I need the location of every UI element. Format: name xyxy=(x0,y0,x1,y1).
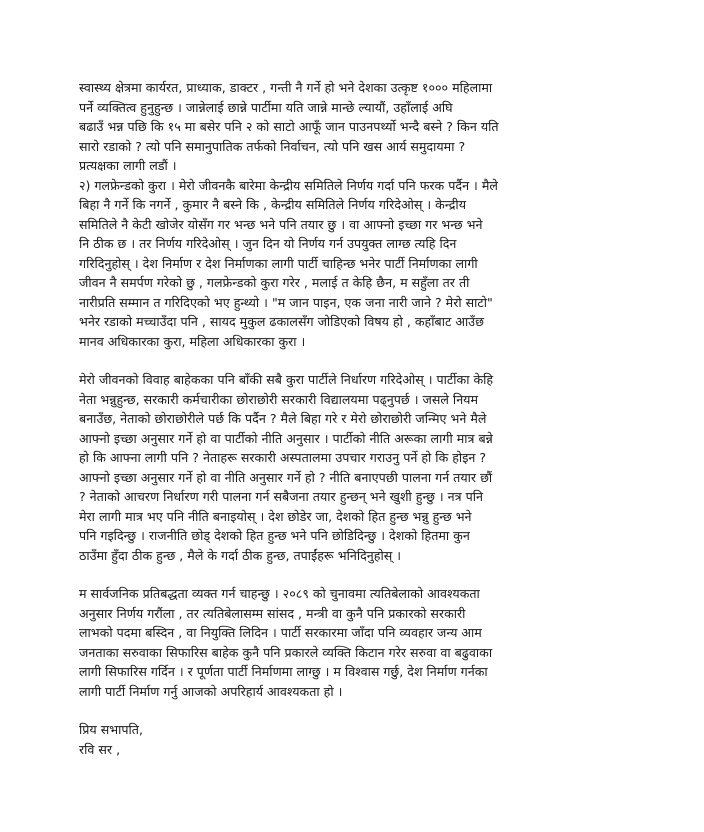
paragraph-3 xyxy=(79,584,639,701)
paragraph-gap xyxy=(79,701,639,720)
text-line: मेरा लागी मात्र भए पनि नीति बनाइयोस् । देश छोडेर जा, देशको हित हुन्छ भन्नु हुन्छ भने xyxy=(79,508,472,524)
text-line: रवि सर , xyxy=(79,741,121,757)
text-line: मेरो जीवनको विवाह बाहेकका पनि बाँकी सबै कुरा पार्टीले निर्धारण गरिदेओस् । पार्टीका केहि xyxy=(79,372,494,387)
text-line: ठाउँमा हुँदा ठीक हुन्छ , मैले के गर्दा ठीक हुन्छ, तपाईंहरू भनिदिनुहोस् । xyxy=(79,547,401,563)
document-page xyxy=(79,78,639,759)
text-line: लाभको पदमा बस्दिन , वा नियुक्ति लिदिन । पार्टी सरकारमा जाँदा पनि व्यवहार जन्य आम xyxy=(79,625,482,640)
text-line: हो कि आफ्ना लागी पनि ? नेताहरू सरकारी अस्पतालमा उपचार गराउनु पर्ने हो कि होइन ? xyxy=(79,450,487,465)
text-line: सारो रडाको ? त्यो पनि समानुपातिक तर्फको निर्वाचन, त्यो पनि खस आर्य समुदायमा ? xyxy=(79,138,466,154)
text-line: नेता भन्नुहुन्छ, सरकारी कर्मचारीका छोराछोरी सरकारी विद्यालयमा पढ्नुपर्छ । जसले नियम xyxy=(79,391,479,407)
text-line: बढाउँ भन्न पछि कि १५ मा बसेर पनि २ को साटो आफूँ जान पाउनपर्थ्यो भन्दै बस्ने ? किन यति xyxy=(79,119,499,134)
text-line: अनुसार निर्णय गरौंला , तर त्यतिबेलासम्म सांसद , मन्त्री वा कुनै पनि प्रकारको सरकारी xyxy=(79,605,466,621)
text-line: २) गलफ्रेन्डको कुरा । मेरो जीवनकै बारेमा केन्द्रीय समितिले निर्णय गर्दा पनि फरक पर्दैन । मैले xyxy=(79,177,498,193)
text-line: ? नेताको आचरण निर्धारण गरी पालना गर्न सबैजना तयार हुन्छन् भने खुशी हुन्छु । नत्र पनि xyxy=(79,489,484,504)
text-line: समितिले नै केटी खोजेर योसँग गर भन्छ भने पनि तयार छु । वा आफ्नो इच्छा गर भन्छ भने xyxy=(79,216,483,232)
text-line: म सार्वजनिक प्रतिबद्धता व्यक्त गर्न चाहन्छु । २०८९ को चुनावमा त्यतिबेलाको आवश्यकता xyxy=(79,586,480,601)
text-line: बिहा नै गर्ने कि नगर्ने , कुमार नै बस्ने कि , केन्द्रीय समितिले निर्णय गरिदेओस् । केन्द्रीय xyxy=(79,197,467,212)
text-line: लागी पार्टी निर्माण गर्नु आजको अपरिहार्य आवश्यकता हो । xyxy=(79,683,343,699)
paragraph-gap xyxy=(79,565,639,584)
text-line: प्रिय सभापति, xyxy=(79,722,143,737)
text-line: मानव अधिकारका कुरा, महिला अधिकारका कुरा । xyxy=(79,333,306,349)
text-line: गरिदिनुहोस् । देश निर्माण र देश निर्माणका लागी पार्टी चाहिन्छ भनेर पार्टी निर्माणका लागी xyxy=(79,255,478,271)
text-line: आफ्नो इच्छा अनुसार गर्ने हो वा पार्टीको नीति अनुसार । पार्टीको नीति अरूका लागी मात्र बन्ने xyxy=(79,430,493,446)
paragraph-2 xyxy=(79,370,639,565)
paragraph-1 xyxy=(79,78,639,351)
text-line: प्रत्यक्षका लागी लडौं । xyxy=(79,158,177,173)
text-line: नि ठीक छ । तर निर्णय गरिदेओस् । जुन दिन यो निर्णय गर्न उपयुक्त लाग्छ त्यहि दिन xyxy=(79,236,457,251)
text-line: बनाउँछ, नेताको छोराछोरीले पर्छ कि पर्दैन ? मैले बिहा गरे र मेरो छोराछोरी जन्मिए भने मैले xyxy=(79,411,487,426)
paragraph-gap xyxy=(79,351,639,370)
text-line: स्वास्थ्य क्षेत्रमा कार्यरत, प्राध्याक, डाक्टर , गन्ती नै गर्ने हो भने देशका उत्कृष्ट १००० महिलामा xyxy=(79,80,493,95)
closing-salutation xyxy=(79,720,639,759)
text-line: लागी सिफारिस गर्दिन । र पूर्णता पार्टी निर्माणमा लाग्छु । म विश्वास गर्छु, देश निर्माण गर्नका xyxy=(79,664,488,679)
text-line: पनि गइदिन्छु । राजनीति छोड् देशको हित हुन्छ भने पनि छोडिदिन्छु । देशको हितमा कुन xyxy=(79,528,470,543)
text-line: भनेर रडाको मच्चाउँदा पनि , सायद मुकुल ढकालसँग जोडिएको विषय हो , कहाँबाट आउँछ xyxy=(79,314,484,329)
text-line: जीवन नै समर्पण गरेको छु , गलफ्रेन्डको कुरा गरेर , मलाई त केहि छैन, म सहुँला तर ती xyxy=(79,275,470,290)
text-line: आफ्नो इच्छा अनुसार गर्ने हो वा नीति अनुसार गर्ने हो ? नीति बनाएपछी पालना गर्न तयार छौं xyxy=(79,469,493,485)
text-line: पर्ने व्यक्तित्व हुनुहुन्छ । जान्नेलाई छान्ने पार्टीमा यति जान्ने मान्छे ल्यायौं, उहाँलाई अघि xyxy=(79,99,453,115)
text-line: जनताका सरुवाका सिफारिस बाहेक कुनै पनि प्रकारले व्यक्ति किटान गरेर सरुवा वा बढुवाका xyxy=(79,644,493,660)
text-line: नारीप्रति सम्मान त गरिदिएको भए हुन्थ्यो । "म जान पाइन, एक जना नारी जाने ? मेरो साटो" xyxy=(79,294,493,310)
